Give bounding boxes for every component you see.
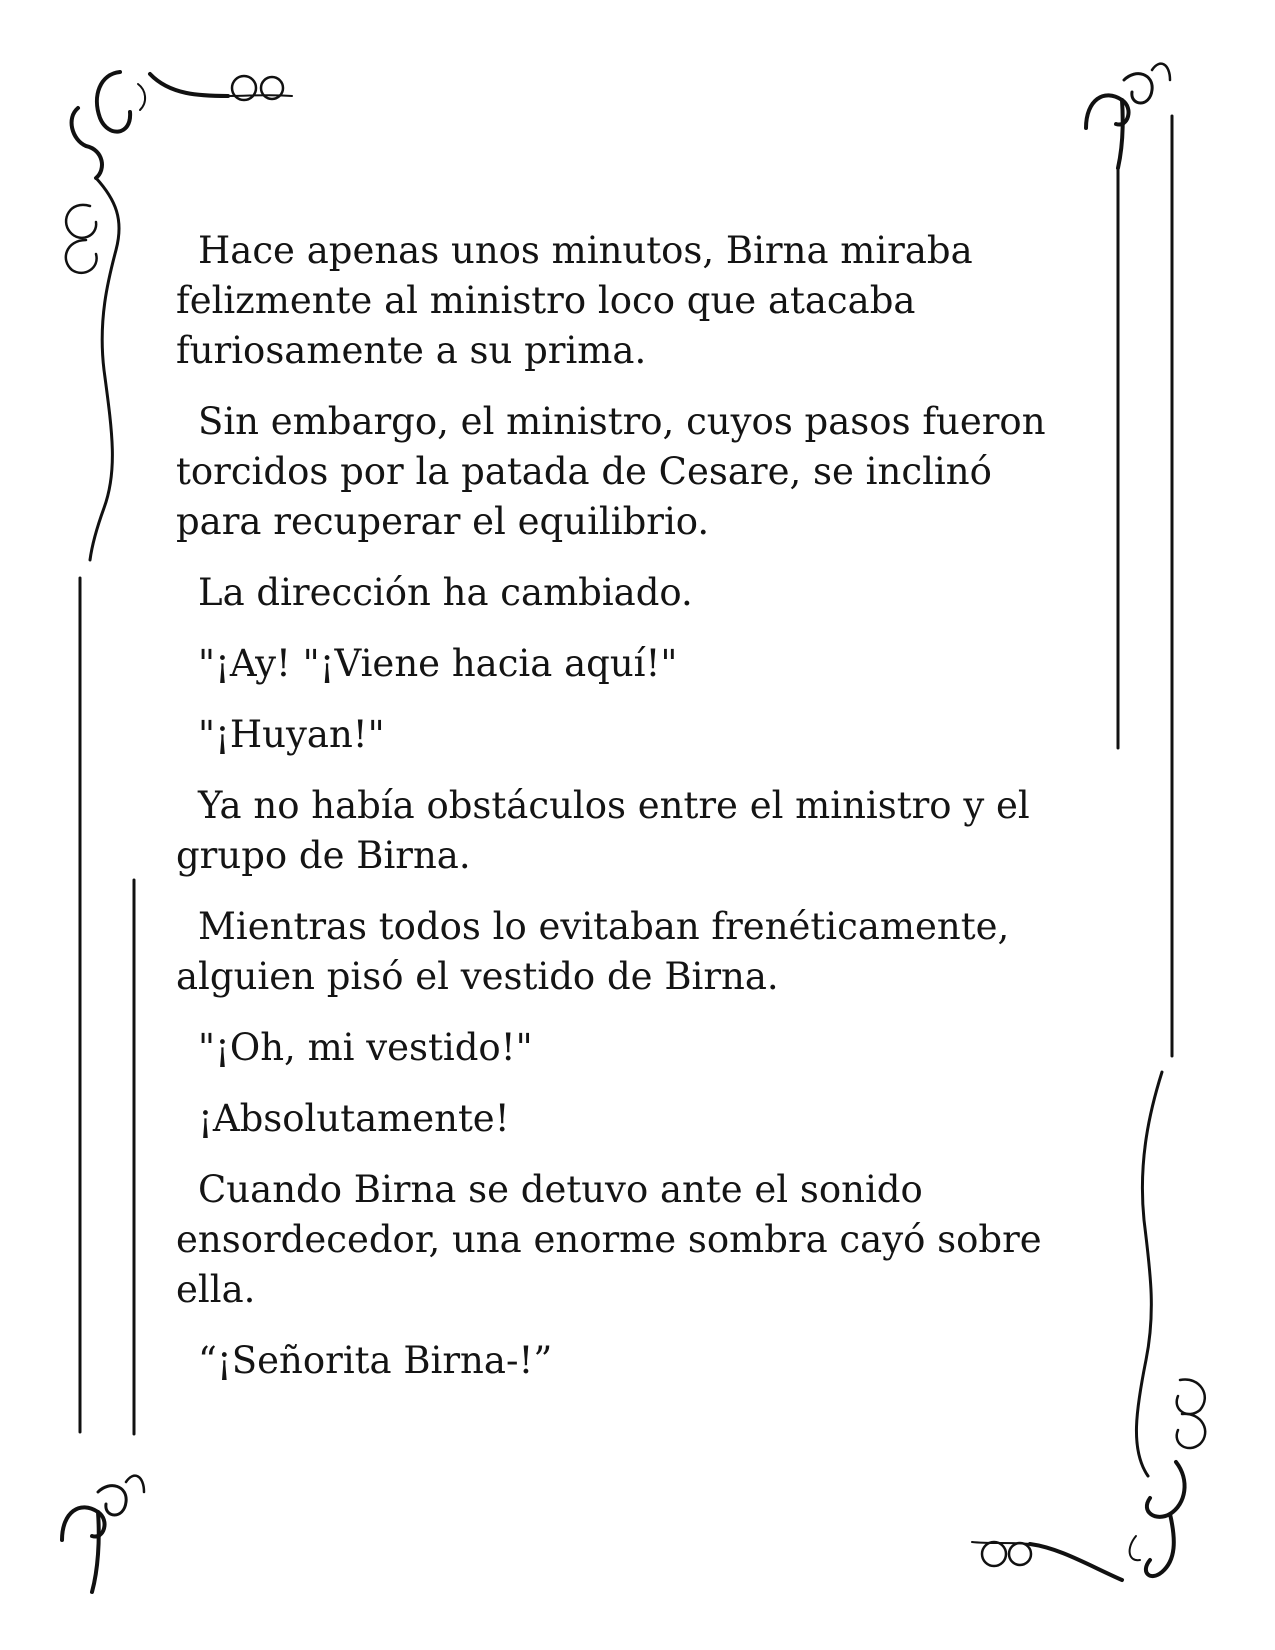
paragraph: “¡Señorita Birna-!”	[198, 1339, 553, 1382]
bottom-left-flourish	[62, 1476, 144, 1592]
paragraph: "¡Huyan!"	[198, 713, 385, 756]
body-text	[176, 226, 1076, 1407]
paragraph: "¡Oh, mi vestido!"	[198, 1026, 533, 1069]
paragraph: ¡Absolutamente!	[198, 1097, 510, 1140]
paragraph: Mientras todos lo evitaban frenéticamente, alguien pisó el vestido de Birna.	[176, 905, 1010, 998]
paragraph: Ya no había obstáculos entre el ministro y el grupo de Birna.	[176, 784, 1030, 877]
paragraph: "¡Ay! "¡Viene hacia aquí!"	[198, 642, 678, 685]
top-right-flourish	[1086, 64, 1170, 168]
paragraph: La dirección ha cambiado.	[198, 571, 693, 614]
paragraph: Hace apenas unos minutos, Birna miraba felizmente al ministro loco que atacaba furiosamente a su prima.	[176, 229, 973, 372]
paragraph: Sin embargo, el ministro, cuyos pasos fueron torcidos por la patada de Cesare, se inclinó para recuperar el equilibrio.	[176, 400, 1046, 543]
paragraph: Cuando Birna se detuvo ante el sonido ensordecedor, una enorme sombra cayó sobre ella.	[176, 1168, 1042, 1311]
